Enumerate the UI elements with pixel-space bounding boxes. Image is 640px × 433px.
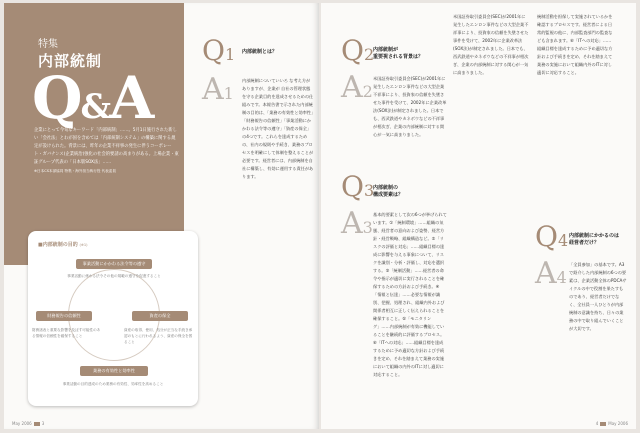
q1-title: 内部統制とは？ [242,49,278,55]
big-a-letter: A [109,64,153,132]
a1-badge: A1 [202,72,234,107]
q3-badge: Q3 [341,170,375,203]
a4-text: 「全員参加」の基本です。A3で紹介した内部統制の6つの要素は、企業活動全体のPDCAサイクルの中で役割を果たすものであり、経営者だけでなく、全社員一人ひとりが内部統制の意識を持ち、日々の業務の中で取り組んでいくことが大切です。 [569,262,627,331]
col4-text: 統制活動を担保して実施されているかを確認するプロセスです。経営者による日常的監視の他に、内部監査部門の監査なども含まれます。⑥「ITへの対応」……組織目標を達成するために予め適切な方針および手続きを定め、それを踏まえて業務の実施において組織内外のITに対し適切に対応すること。 [537,14,613,75]
note-financial-reporting: 財務諸表と重要な影響を及ぼす可能性のある情報の信頼性を確保すること [32,328,101,338]
goal-compliance: 事業活動にかかわる法令等の遵守 [76,259,152,269]
goal-efficiency: 業務の有効性と効率性 [80,366,148,376]
q2-title: 内部統制が 重要視される背景は？ [373,47,424,60]
big-q-letter: Q [32,64,81,132]
lead-note: ※日本CS本部協同 特集・海外担当執行役 代表委員 [34,169,116,173]
big-qa-title [32,64,153,132]
q4-title: 内部統制にかかるのは 経営者だけ？ [569,233,620,246]
right-folio: 4 May 2006 [595,421,628,426]
goal-financial-reporting: 財務報告の信頼性 [36,311,92,321]
a2-text: 米国証券取引委員会(SEC)が2001年に発生したエンロン事件などの大型企業不祥事により、投資家の信頼を失墜させた事件を受けて、2002年に企業改革法(SOX法)が制定されました。日本でも、西武鉄道やカネボウなどの不祥事が相次ぎ、企業の内部統制に対する関心が一気に高まりました。 [373,76,447,137]
left-folio: May 2006 3 [12,421,45,426]
kicker: 特集 [38,39,58,50]
note-compliance: 事業活動に係わる法令その他の規範の遵守を促進すること [67,274,161,278]
goal-asset-protection: 資産の保全 [132,311,188,321]
a1-text: 内部統制についていいろ な考え方がありますが、企業が 自社の管理状態を守る企業目的を達成させるための仕組みです。本報告書で示された内部統制の目的は、「業務の有効性と効率性」「財務報告の信頼性」「事業活動にかかわる法令等の遵守」「資産の保全」の4つです。これらを達成するための、社内の規則や手続き、業務のプロセスを明確にして体制を整えることが必要です。経営者には、内部統制を自社に構築し、有効に運用する責任があります。 [242,78,314,179]
a3-text: 基本的要素として次の6つが挙げられています。①「統制環境」……組織の気風、経営者の意向および姿勢、経営方針・経営戦略、組織構造など。②「リスクの評価と対応」……組織目標の達成に影響を与える事象について、リスクを識別・分析・評価し、対応を選択する。③「統制活動」……経営者の命令や指示が適切に実行されることを確保するための方針および手続き。④「情報と伝達」……必要な情報が識別、把握、処理され、組織内外および関係者相互に正しく伝えられることを確保すること。⑤「モニタリング」……内部統制が有効に機能していることを継続的に評価するプロセス。⑥「ITへの対応」……組織目標を達成するために予め適切な方針および手続きを定め、それを踏まえて業務の実施において組織の内外のITに対し適切に対応すること。 [373,212,447,377]
col-continued-text: 米国証券取引委員会(SEC)が2001年に発生したエンロン事件などの大型企業不祥事により、投資家の信頼を失墜させた事件を受けて、2002年に企業改革法(SOX法)が制定されました。日本でも、西武鉄道やカネボウなどの不祥事が相次ぎ、企業の内部統制に対する関心が一気に高まりました。 [453,14,529,75]
lead-text: 企業にとって今旬なキーワード「内部統制」……。5月1日施行された新しい「会社法」とわが国を含めては「内部統制システム」の構築に関する規定が設けられた。背景には、昨年の企業不祥事の発生に伴うコーポレート・ガバナンス(企業統治)強化の社会的要請の高まりがある。上場企業・東証グループ代表の「日本版SOX法」…… ※日本CS本部協同 特集・海外担当執行役 代表委員 [34,128,179,173]
q2-badge: Q2 [341,34,375,67]
diagram-title: ■内部統制の目的 (※1) [38,242,88,248]
note-efficiency: 事業活動の目的達成のため業務の有効性、効率性を高めること [62,382,164,386]
a3-badge: A3 [341,206,373,241]
q1-badge: Q1 [202,34,236,67]
a2-badge: A2 [341,70,373,105]
q4-badge: Q4 [535,220,569,253]
note-asset-protection: 資産の取得、使用、処分が正当な手続き承認のもとに行われるよう、資産の保全を図ること [124,328,193,344]
right-page [321,3,636,429]
left-page [4,3,319,429]
big-amp: & [80,87,110,127]
purpose-diagram [28,231,198,406]
q3-title: 内部統制の 構成要素は？ [373,185,404,198]
feature-title: 内部統制 [38,52,103,70]
a4-badge: A4 [535,256,567,291]
hero-block [4,3,184,265]
